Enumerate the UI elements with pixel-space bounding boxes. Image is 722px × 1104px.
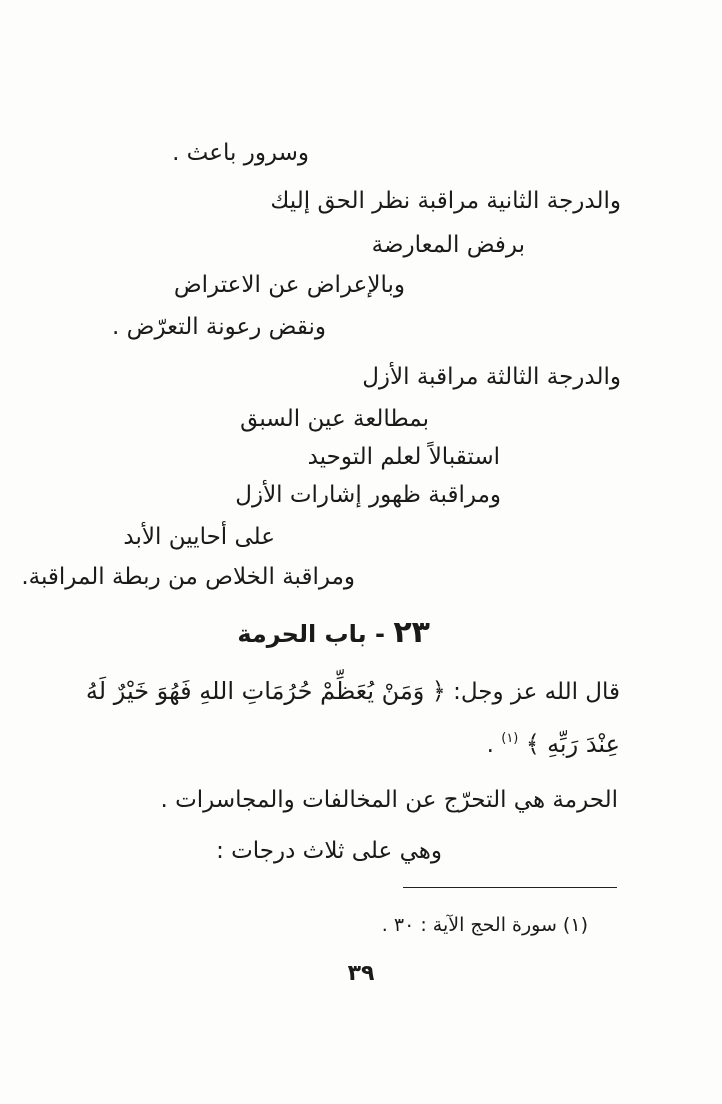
poem-line-7: بمطالعة عين السبق [240, 406, 429, 432]
quote-intro: قال الله عز وجل: [453, 679, 620, 705]
poem-line-10: على أحايين الأبد [123, 524, 275, 550]
quote-close-bracket: ﴾ [525, 730, 540, 758]
poem-line-6: والدرجة الثالثة مراقبة الأزل [362, 364, 621, 390]
poem-line-8: استقبالاً لعلم التوحيد [307, 444, 500, 470]
poem-line-3: برفض المعارضة [371, 232, 525, 258]
footnote-separator [403, 887, 617, 888]
section-title: باب الحرمة [237, 620, 367, 648]
definition-text: الحرمة هي التحرّج عن المخالفات والمجاسرات . [160, 787, 618, 813]
section-dash: - [375, 620, 386, 648]
quote-open-bracket: ﴿ [431, 677, 446, 705]
section-number: ٢٣ [393, 615, 430, 650]
poem-line-9: ومراقبة ظهور إشارات الأزل [235, 482, 501, 508]
poem-line-1: وسرور باعث . [172, 140, 309, 166]
poem-line-4: وبالإعراض عن الاعتراض [173, 272, 405, 298]
quote-verse-line-2: عِنْدَ رَبِّهِ [547, 730, 620, 758]
poem-line-5: ونقض رعونة التعرّض . [112, 314, 326, 340]
degrees-text: وهي على ثلاث درجات : [216, 838, 442, 864]
quote-end: . [486, 732, 494, 758]
quote-verse-line-1: وَمَنْ يُعَظِّمْ حُرُمَاتِ اللهِ فَهُوَ خَيْرٌ لَهُ [85, 677, 425, 705]
section-heading [237, 615, 430, 650]
poem-line-2: والدرجة الثانية مراقبة نظر الحق إليك [270, 188, 621, 214]
quote-line-2 [487, 724, 620, 760]
quote-line-1 [86, 676, 620, 707]
footnote-text: (١) سورة الحج الآية : ٣٠ . [381, 914, 588, 936]
footnote-reference: (١) [501, 731, 519, 746]
page-number: ٣٩ [347, 961, 375, 986]
poem-line-11: ومراقبة الخلاص من ربطة المراقبة. [21, 564, 355, 590]
